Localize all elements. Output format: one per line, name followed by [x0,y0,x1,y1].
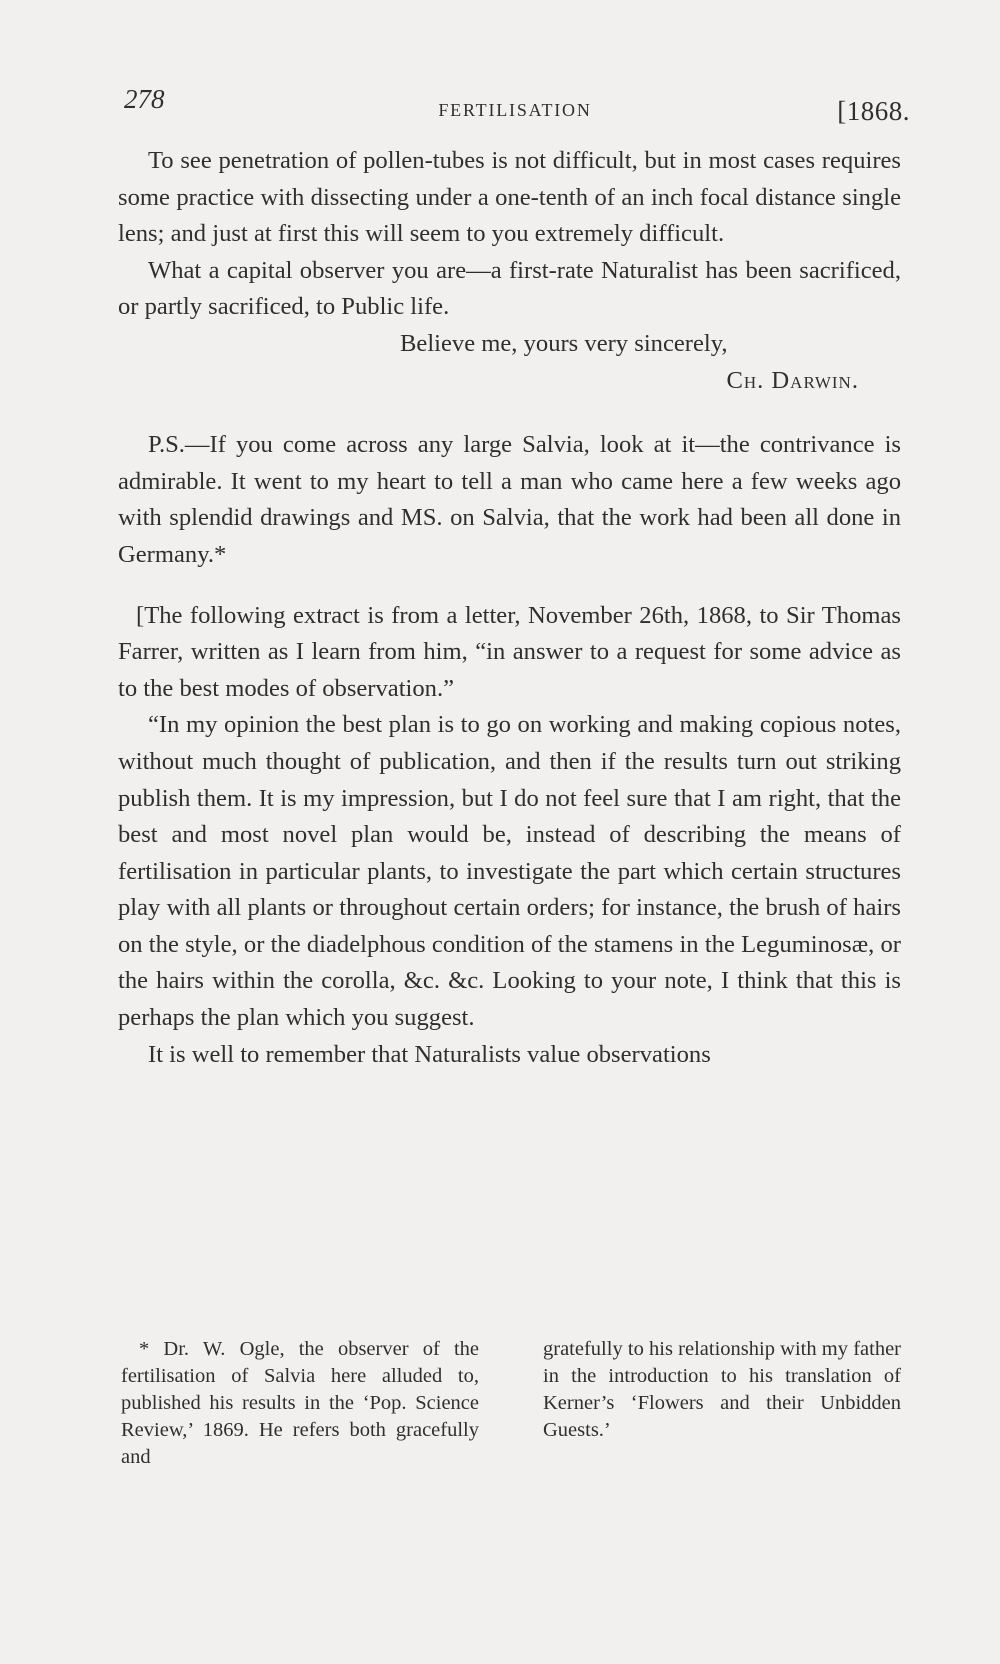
running-head: FERTILISATION [438,100,592,120]
page-number: 278 [124,84,165,114]
letter-signature: Ch. Darwin. [726,366,859,394]
quoted-letter: “In my opinion the best plan is to go on working and making copious notes, without much thought of publication, and then if the results turn out striking publish them. It is my impression, but I do not feel sure that I am right, that the best and most novel plan would be, instead of describing the means of fertilisation in particular plants, to investigate the part which certain structures play with all plants or throughout certain orders; for instance, the brush of hairs on the style, or the diadelphous condition of the stamens in the Leguminosæ, or the hairs within the corolla, &c. &c. Looking to your note, I think that this is perhaps the plan which you suggest. [118,711,901,1032]
letter-closing: Believe me, yours very sincerely, [400,329,728,357]
paragraph-pollen-tubes: To see penetration of pollen-tubes is not difficult, but in most cases requires some practice with dissecting under a one-tenth of an inch focal distance single lens; and just at first this will seem to you extremely difficult. [118,147,901,248]
closing-paragraph: It is well to remember that Naturalists value observations [148,1040,711,1068]
footnote-column-left: * Dr. W. Ogle, the observer of the fertilisation of Salvia here alluded to, published his results in the ‘Pop. Science Review,’ 1869. He refers both gracefully and [121,1338,479,1468]
footnote-column-right: gratefully to his relationship with my father in the introduction to his translation of Kerner’s ‘Flowers and their Unbidden Guests.’ [543,1338,901,1441]
footnote [121,1336,901,1471]
body-text [118,143,901,1073]
paragraph-capital-observer: What a capital observer you are—a first-rate Naturalist has been sacrificed, or partly sacrificed, to Public life. [118,256,901,321]
editorial-introduction: [The following extract is from a letter, November 26th, 1868, to Sir Thomas Farrer, written as I learn from him, “in answer to a request for some advice as to the best modes of observation.” [118,601,901,702]
postscript: P.S.—If you come across any large Salvia, look at it—the contrivance is admirable. It went to my heart to tell a man who came here a few weeks ago with splendid drawings and MS. on Salvia, that the work had been all done in Germany.* [118,431,901,568]
year-marker: [1868. [837,96,910,126]
page-header [120,84,910,124]
